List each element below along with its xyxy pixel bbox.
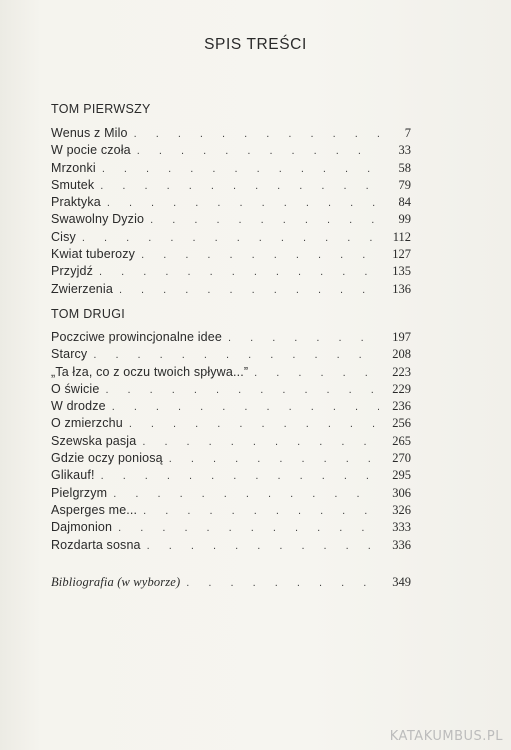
toc-entry	[51, 329, 411, 346]
toc-entry	[51, 177, 411, 194]
toc-entry	[51, 263, 411, 280]
toc-entry	[51, 415, 411, 432]
toc-entry	[51, 450, 411, 467]
toc-entry-label: Asperges me...	[51, 502, 138, 517]
toc-entry-label: Wenus z Milo	[51, 126, 128, 140]
toc-entry-page: 336	[392, 537, 411, 552]
leader-dots	[82, 230, 379, 247]
toc-entry	[51, 281, 411, 298]
toc-entry-label: Praktyka	[51, 195, 101, 210]
leader-dots	[137, 143, 379, 160]
leader-dots	[119, 282, 379, 299]
toc-entry-label: W drodze	[51, 399, 106, 414]
volume-1-toc	[51, 125, 411, 298]
toc-entry-page: 99	[398, 212, 411, 227]
toc-entry	[51, 519, 411, 536]
toc-entry-page: 306	[392, 485, 411, 500]
toc-entry-label: Starcy	[51, 347, 88, 362]
toc-entry	[51, 485, 411, 502]
toc-entry	[51, 433, 411, 450]
toc-entry-label: Bibliografia (w wyborze)	[51, 575, 181, 589]
leader-dots	[107, 195, 379, 212]
toc-entry-page: 295	[392, 468, 411, 483]
toc-entry	[51, 142, 411, 159]
leader-dots	[169, 451, 379, 468]
toc-entry	[51, 537, 411, 554]
toc-entry-page: 136	[392, 281, 411, 296]
toc-entry-label: Rozdarta sosna	[51, 537, 141, 552]
toc-entry-page: 349	[392, 575, 411, 589]
toc-entry-label: Cisy	[51, 229, 76, 244]
toc-entry	[51, 364, 411, 381]
toc-entry	[51, 229, 411, 246]
toc-entry	[51, 467, 411, 484]
toc-entry-page: 79	[398, 177, 411, 192]
toc-entry-page: 58	[398, 160, 411, 175]
toc-entry-label: Poczciwe prowincjonalne idee	[51, 330, 222, 344]
toc-entry-page: 270	[392, 451, 411, 466]
toc-entry-label: Smutek	[51, 177, 95, 192]
toc-entry-page: 265	[392, 433, 411, 448]
volume-2-heading: TOM DRUGI	[51, 307, 125, 321]
toc-entry-label: Gdzie oczy poniosą	[51, 451, 163, 466]
toc-entry-label: Mrzonki	[51, 160, 96, 175]
toc-entry-page: 84	[398, 195, 411, 210]
toc-entry-page: 112	[392, 229, 411, 244]
toc-entry-label: O zmierzchu	[51, 416, 123, 431]
toc-entry-page: 223	[392, 364, 411, 379]
toc-entry-page: 326	[392, 502, 411, 517]
toc-entry	[51, 125, 411, 142]
toc-entry-label: Przyjdź	[51, 264, 94, 279]
toc-entry	[51, 398, 411, 415]
toc-entry-label: Kwiat tuberozy	[51, 247, 136, 262]
toc-entry-label: Dajmonion	[51, 520, 113, 535]
bibliography-section	[51, 574, 411, 591]
leader-dots	[134, 126, 379, 143]
leader-dots	[254, 365, 379, 382]
toc-entry	[51, 211, 411, 228]
toc-entry	[51, 502, 411, 519]
leader-dots	[150, 212, 379, 229]
leader-dots	[99, 264, 379, 281]
leader-dots	[142, 434, 379, 451]
toc-entry-label: Swawolny Dyzio	[51, 212, 145, 227]
toc-entry-page: 7	[404, 126, 411, 140]
leader-dots	[118, 520, 379, 537]
leader-dots	[102, 161, 379, 178]
watermark: KATAKUMBUS.PL	[389, 729, 503, 744]
toc-entry	[51, 381, 411, 398]
leader-dots	[228, 330, 379, 347]
toc-entry-label: Pielgrzym	[51, 485, 108, 500]
toc-entry-bibliography	[51, 574, 411, 591]
toc-entry	[51, 346, 411, 363]
leader-dots	[141, 247, 379, 264]
toc-entry-page: 256	[392, 416, 411, 431]
toc-entry-label: Zwierzenia	[51, 281, 113, 296]
toc-entry	[51, 160, 411, 177]
toc-entry-page: 33	[398, 143, 411, 158]
leader-dots	[112, 399, 379, 416]
toc-entry-page: 208	[392, 347, 411, 362]
toc-entry-label: „Ta łza, co z oczu twoich spływa...”	[51, 364, 249, 379]
toc-entry-page: 333	[392, 520, 411, 535]
toc-entry-page: 236	[392, 399, 411, 414]
volume-2-toc	[51, 329, 411, 554]
toc-entry-page: 135	[392, 264, 411, 279]
toc-entry-page: 197	[392, 330, 411, 344]
page-title: SPIS TREŚCI	[204, 36, 307, 53]
toc-entry-label: Szewska pasja	[51, 433, 137, 448]
toc-entry-page: 229	[392, 381, 411, 396]
leader-dots	[100, 178, 379, 195]
leader-dots	[105, 382, 379, 399]
volume-1-heading: TOM PIERWSZY	[51, 102, 151, 116]
leader-dots	[147, 538, 379, 555]
leader-dots	[143, 503, 379, 520]
toc-entry-label: W pocie czoła	[51, 143, 131, 158]
toc-entry	[51, 246, 411, 263]
leader-dots	[129, 416, 379, 433]
toc-entry-label: Glikauf!	[51, 468, 95, 483]
leader-dots	[93, 347, 379, 364]
leader-dots	[186, 575, 379, 592]
leader-dots	[101, 468, 379, 485]
leader-dots	[113, 486, 379, 503]
toc-entry	[51, 194, 411, 211]
toc-entry-page: 127	[392, 247, 411, 262]
toc-entry-label: O świcie	[51, 381, 100, 396]
